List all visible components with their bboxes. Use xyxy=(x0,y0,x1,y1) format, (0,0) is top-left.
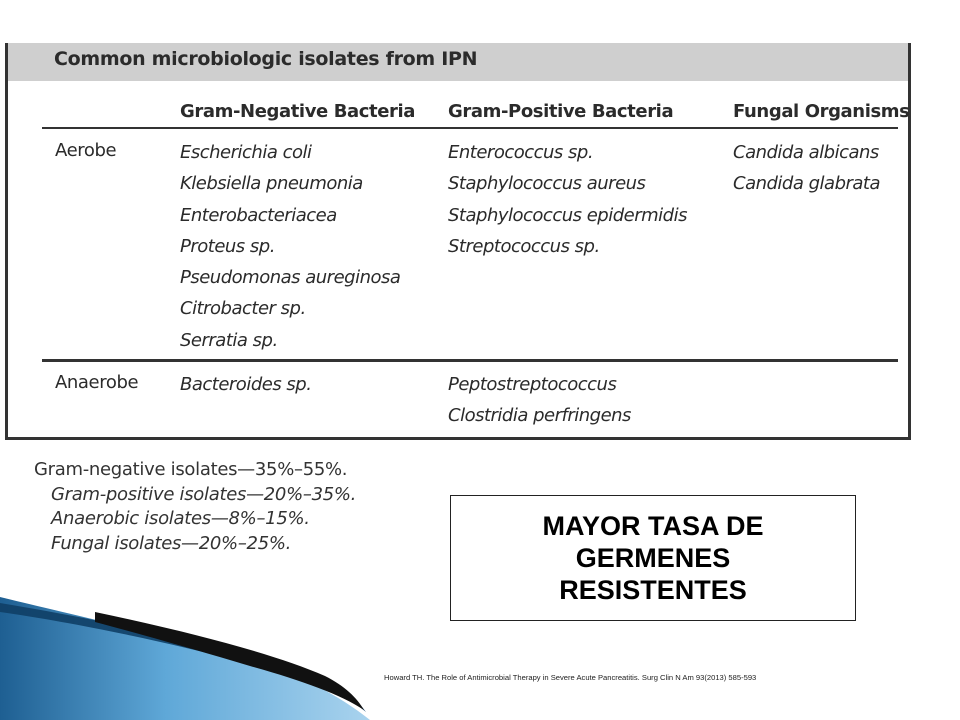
header-divider xyxy=(42,127,898,129)
isolate-line-anaerobic: Anaerobic isolates—8%–15%. xyxy=(51,508,310,529)
column-header-fungal: Fungal Organisms xyxy=(733,101,910,122)
row-label-aerobe: Aerobe xyxy=(55,140,117,161)
list-item: Escherichia coli xyxy=(180,142,312,163)
table-title: Common microbiologic isolates from IPN xyxy=(54,48,478,70)
list-item: Staphylococcus aureus xyxy=(448,173,646,195)
anaerobe-gram-positive-list xyxy=(448,369,631,432)
list-item: Enterococcus sp. xyxy=(448,142,594,163)
aerobe-gram-positive-list xyxy=(448,137,687,262)
row-label-anaerobe: Anaerobe xyxy=(55,372,139,393)
isolate-line-gram-positive: Gram-positive isolates—20%–35%. xyxy=(51,483,357,505)
callout-line: GERMENES xyxy=(575,543,731,573)
row-divider xyxy=(42,359,898,362)
list-item: Enterobacteriacea xyxy=(180,204,337,226)
citation: Howard TH. The Role of Antimicrobial Therapy in Severe Acute Pancreatitis. Surg Clin N Am 93(2013) 585-593 xyxy=(384,673,757,682)
list-item: Pseudomonas aureginosa xyxy=(180,267,401,289)
isolate-percentages xyxy=(34,458,356,556)
list-item: Candida glabrata xyxy=(733,173,881,195)
aerobe-gram-negative-list xyxy=(180,137,400,356)
isolates-table xyxy=(5,43,911,440)
list-item: Bacteroides sp. xyxy=(180,374,312,395)
list-item: Klebsiella pneumonia xyxy=(180,173,363,195)
list-item: Streptococcus sp. xyxy=(448,235,600,257)
isolate-line-fungal: Fungal isolates—20%–25%. xyxy=(51,532,292,554)
callout-line: RESISTENTES xyxy=(559,575,747,605)
isolate-line-gram-negative: Gram-negative isolates—35%–55%. xyxy=(34,459,348,480)
list-item: Serratia sp. xyxy=(180,329,278,351)
resistance-callout-box xyxy=(450,495,856,621)
list-item: Staphylococcus epidermidis xyxy=(448,204,687,226)
list-item: Candida albicans xyxy=(733,142,879,163)
list-item: Peptostreptococcus xyxy=(448,374,617,395)
table-title-bar xyxy=(8,43,908,81)
list-item: Citrobacter sp. xyxy=(180,298,306,320)
column-header-gram-positive: Gram-Positive Bacteria xyxy=(448,101,674,122)
column-header-gram-negative: Gram-Negative Bacteria xyxy=(180,101,416,122)
aerobe-fungal-list xyxy=(733,137,880,200)
callout-line: MAYOR TASA DE xyxy=(542,511,764,541)
list-item: Clostridia perfringens xyxy=(448,405,631,427)
anaerobe-gram-negative-list xyxy=(180,369,311,400)
list-item: Proteus sp. xyxy=(180,235,275,257)
